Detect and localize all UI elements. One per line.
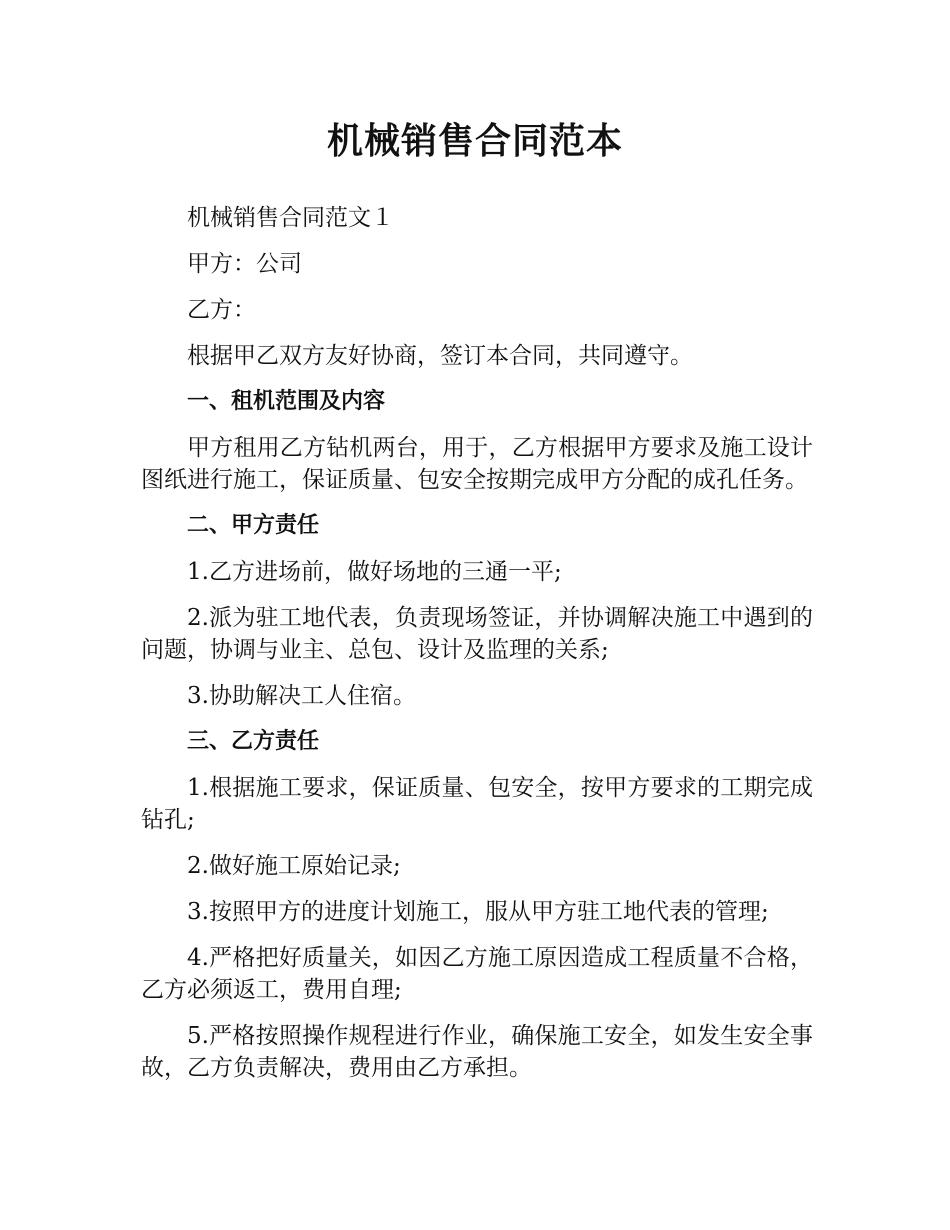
paragraph-party-a-item-1: 1.乙方进场前，做好场地的三通一平; xyxy=(187,559,562,585)
section-heading-1: 一、租机范围及内容 xyxy=(187,389,386,414)
section-heading-3: 三、乙方责任 xyxy=(187,729,320,754)
paragraph-party-b-item-5: 5.严格按照操作规程进行作业，确保施工安全，如发生安全事故，乙方负责解决，费用由乙方承担。 xyxy=(141,1023,813,1081)
paragraph-party-b-item-3: 3.按照甲方的进度计划施工，服从甲方驻工地代表的管理; xyxy=(187,899,769,925)
document-body xyxy=(141,202,813,1098)
paragraph-party-b-item-4: 4.严格把好质量关，如因乙方施工原因造成工程质量不合格，乙方必须返工，费用自理; xyxy=(141,945,813,1003)
paragraph-party-a-item-3: 3.协助解决工人住宿。 xyxy=(187,683,416,709)
paragraph-party-b-item-2: 2.做好施工原始记录; xyxy=(187,853,401,879)
paragraph-party-a-item-2: 2.派为驻工地代表，负责现场签证，并协调解决施工中遇到的问题，协调与业主、总包、设计及监理的关系; xyxy=(141,605,813,663)
section-heading-2: 二、甲方责任 xyxy=(187,513,320,538)
paragraph-party-b: 乙方： xyxy=(187,297,256,323)
paragraph-party-a: 甲方：公司 xyxy=(187,251,302,277)
page-title: 机械销售合同范本 xyxy=(326,121,623,162)
paragraph-subtitle: 机械销售合同范文１ xyxy=(187,205,394,231)
paragraph-party-b-item-1: 1.根据施工要求，保证质量、包安全，按甲方要求的工期完成钻孔; xyxy=(141,775,813,833)
paragraph-section-1: 甲方租用乙方钻机两台，用于，乙方根据甲方要求及施工设计图纸进行施工，保证质量、包安全按期完成甲方分配的成孔任务。 xyxy=(141,435,813,493)
paragraph-preamble: 根据甲乙双方友好协商，签订本合同，共同遵守。 xyxy=(187,343,693,369)
